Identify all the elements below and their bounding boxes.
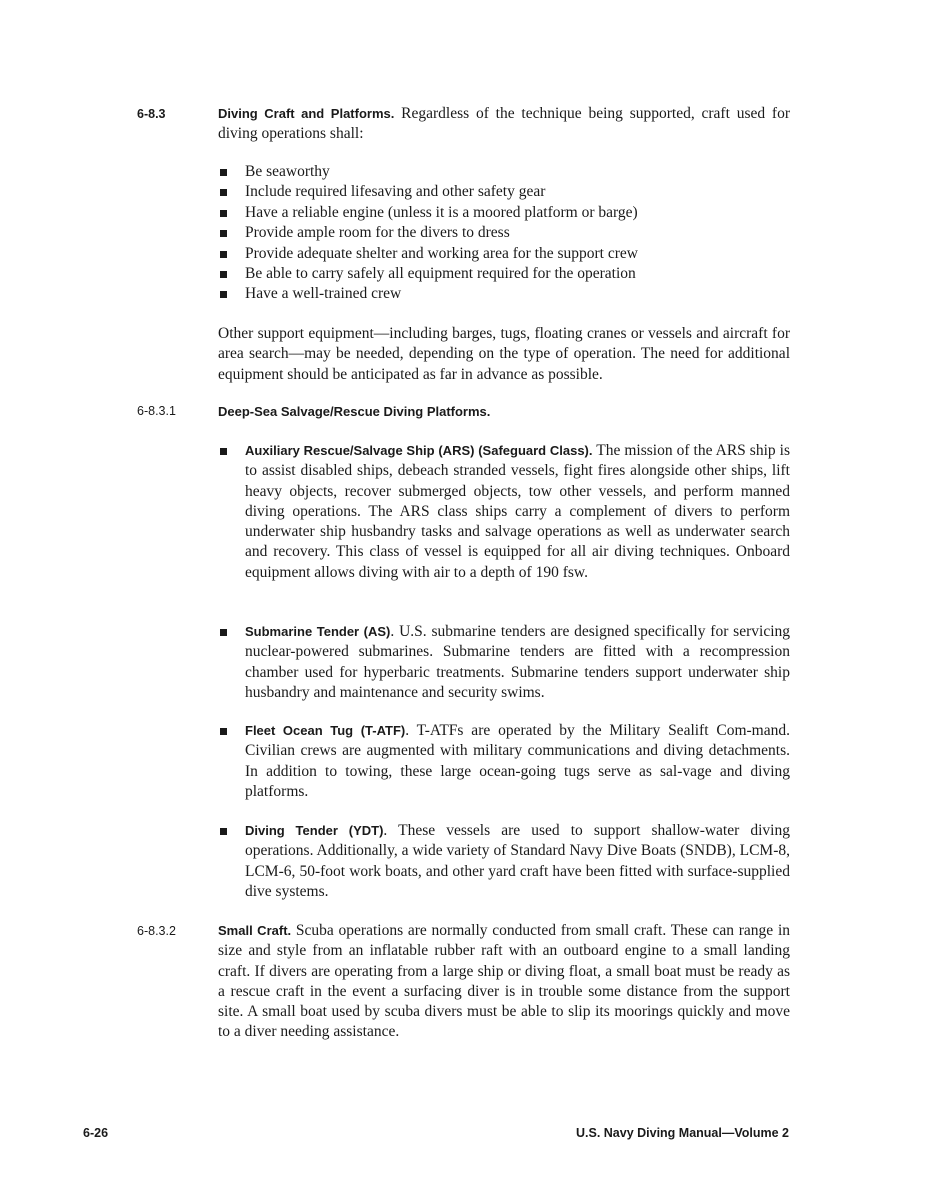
platform-item-body (245, 622, 790, 703)
section-6-8-3-1-heading-row (218, 402, 790, 422)
list-item-text: Provide ample room for the divers to dress (245, 224, 510, 242)
square-bullet-icon (220, 291, 227, 298)
section-6-8-3-heading: Diving Craft and Platforms. (218, 106, 395, 121)
platform-item-ydt (218, 821, 790, 902)
section-6-8-3-intro (218, 104, 790, 145)
platform-item-text: . T-ATFs are operated by the Military Sealift Com-mand. Civilian crews are augmented with military communications and diving detachments. In addition to towing, these large ocean-going tugs serve as sal-vage and diving platforms. (245, 722, 790, 800)
manual-title: U.S. Navy Diving Manual—Volume 2 (575, 1126, 789, 1140)
square-bullet-icon (220, 629, 227, 636)
square-bullet-icon (220, 728, 227, 735)
section-6-8-3-2-heading: Small Craft. (218, 923, 292, 938)
list-item (218, 162, 790, 182)
craft-requirements-list (218, 162, 790, 305)
list-item (218, 264, 790, 284)
square-bullet-icon (220, 230, 227, 237)
platform-item-ars (218, 441, 790, 583)
platform-item-text: . These vessels are used to support shallow-water diving operations. Additionally, a wide variety of Standard Navy Dive Boats (SNDB), LCM-8, LCM-6, 50-foot work boats, and other yard craft have been fitted with surface-supplied dive systems. (245, 822, 790, 900)
list-item-text: Have a reliable engine (unless it is a moored platform or barge) (245, 203, 638, 221)
square-bullet-icon (220, 169, 227, 176)
platform-item-body (245, 721, 790, 802)
section-6-8-3-2-paragraph (218, 921, 790, 1043)
platform-item-as (218, 622, 790, 703)
list-item-text: Include required lifesaving and other safety gear (245, 183, 546, 201)
platform-item-body (245, 821, 790, 902)
section-number-6-8-3: 6-8.3 (137, 107, 166, 121)
platform-item-title: Fleet Ocean Tug (T-ATF) (245, 723, 406, 738)
list-item-text: Be seaworthy (245, 163, 330, 180)
platform-item-body (245, 441, 790, 583)
section-6-8-3-1-heading: Deep-Sea Salvage/Rescue Diving Platforms. (218, 404, 491, 419)
list-item (218, 223, 790, 243)
square-bullet-icon (220, 189, 227, 196)
section-number-6-8-3-2: 6-8.3.2 (137, 924, 176, 938)
platform-item-text: The mission of the ARS ship is to assist disabled ships, debeach stranded vessels, fight fires alongside other ships, lift heavy objects, recover submerged objects, tow other vessels, and perform manned diving operations. The ARS class ships carry a complement of divers to perform underwater ship husbandry tasks and salvage operations as well as underwater search and recovery. This class of vessel is equipped for all air diving techniques. Onboard equipment allows diving with air to a depth of 190 fsw. (245, 442, 790, 581)
list-item (218, 244, 790, 264)
page-number: 6-26 (83, 1126, 109, 1140)
platform-item-title: Diving Tender (YDT) (245, 823, 384, 838)
list-item (218, 203, 790, 223)
list-item-text: Have a well-trained crew (245, 285, 402, 303)
platform-item-t-atf (218, 721, 790, 802)
square-bullet-icon (220, 828, 227, 835)
section-6-8-3-intro-text: Regardless of the technique being supported, craft used for diving operations shall: (218, 105, 790, 143)
list-item-text: Provide adequate shelter and working area for the support crew (245, 244, 638, 262)
list-item-text: Be able to carry safely all equipment required for the operation (245, 265, 636, 283)
section-6-8-3-2-text: Scuba operations are normally conducted from small craft. These can range in size and style from an inflatable rubber raft with an outboard engine to a small landing craft. If divers are operating from a large ship or diving float, a small boat must be ready as a rescue craft in the event a surfacing diver is in trouble some distance from the support site. A small boat used by scuba divers must be able to slip its moorings quickly and move to a diver needing assistance. (218, 922, 790, 1041)
platform-item-text: . U.S. submarine tenders are designed specifically for servicing nuclear-powered submarines. Submarine tenders are fitted with a recompression chamber used for hyperbaric treatments. Submarine tenders support underwater ship husbandry and maintenance and security swims. (245, 623, 790, 701)
square-bullet-icon (220, 251, 227, 258)
platform-item-title: Auxiliary Rescue/Salvage Ship (ARS) (Safeguard Class). (245, 443, 593, 458)
support-equipment-paragraph: Other support equipment—including barges, tugs, floating cranes or vessels and aircraft for area search—may be needed, depending on the type of operation. The need for additional equipment should be anticipated as far in advance as possible. (218, 325, 790, 383)
square-bullet-icon (220, 271, 227, 278)
section-number-6-8-3-1: 6-8.3.1 (137, 404, 176, 418)
platform-item-title: Submarine Tender (AS) (245, 624, 391, 639)
list-item (218, 182, 790, 202)
list-item (218, 284, 790, 304)
square-bullet-icon (220, 210, 227, 217)
square-bullet-icon (220, 448, 227, 455)
